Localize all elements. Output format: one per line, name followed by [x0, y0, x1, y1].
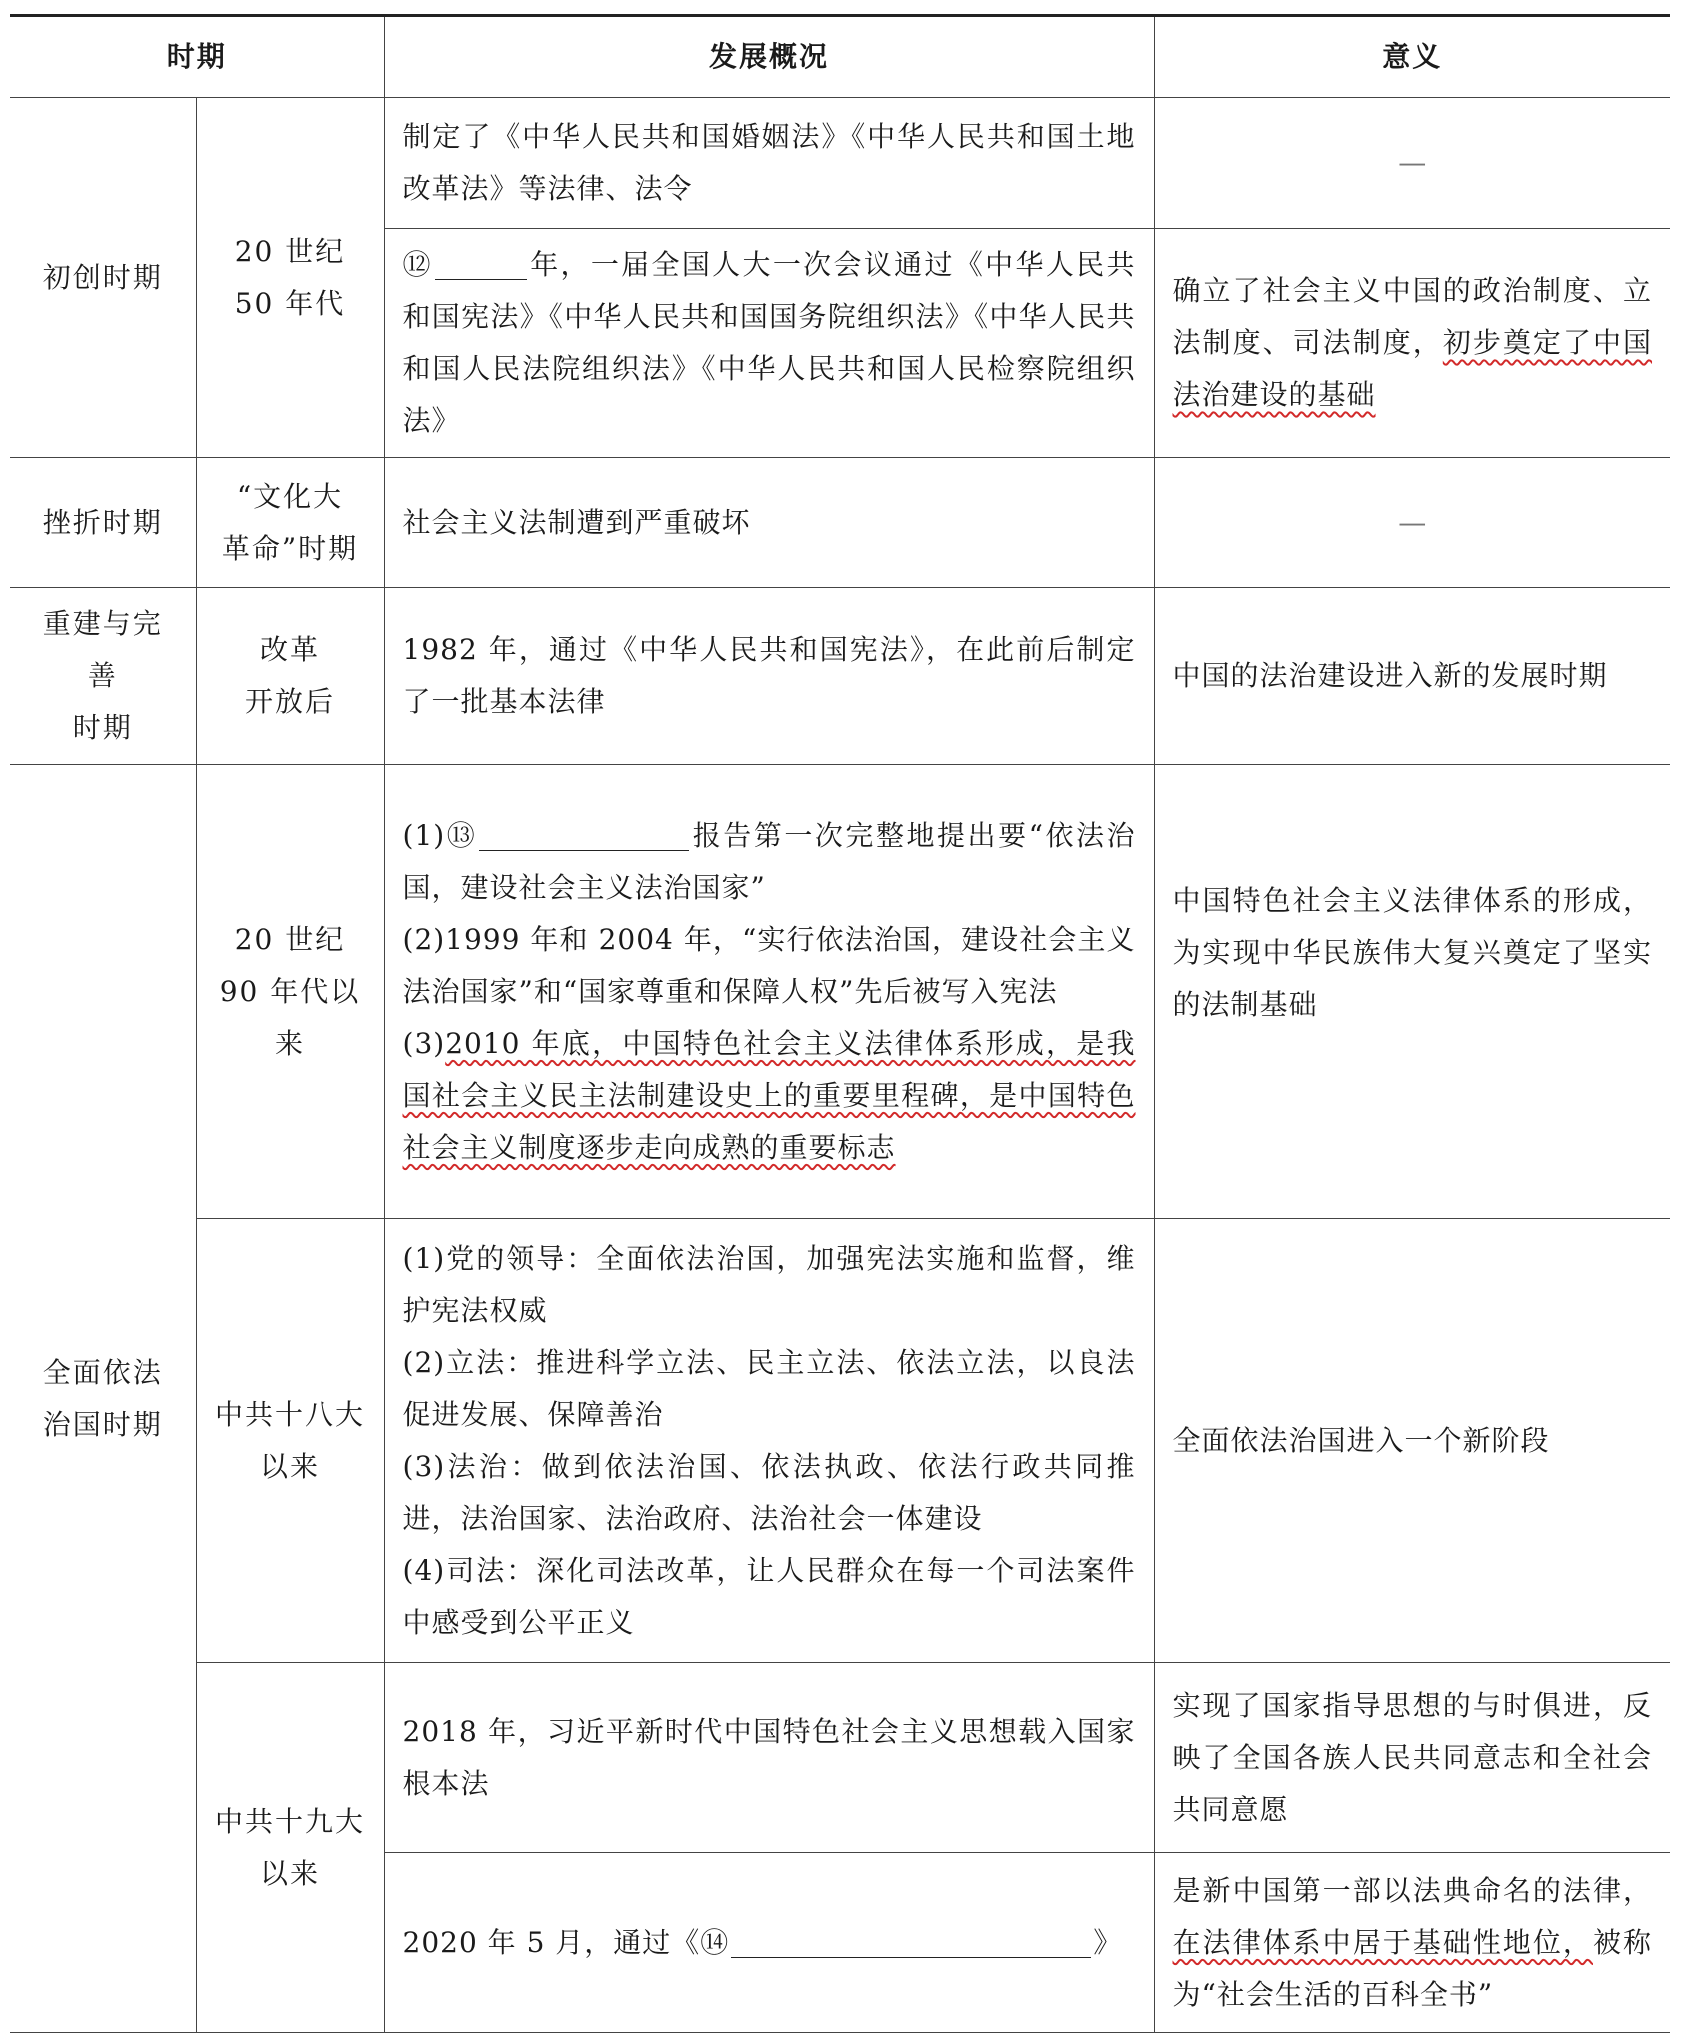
era-cultural-revolution: “文化大 革命”时期 [196, 458, 384, 588]
list-item: (2)立法：推进科学立法、民主立法、依法立法，以良法促进发展、保障善治 [402, 1345, 1136, 1431]
significance-text: 是新中国第一部以法典命名的法律，在法律体系中居于基础性地位，被称为“社会生活的百科全书” [1154, 1853, 1670, 2033]
development-text: 社会主义法制遭到严重破坏 [384, 458, 1154, 588]
table-row [10, 98, 1670, 229]
stage-initial: 初创时期 [10, 98, 196, 458]
significance-text: 确立了社会主义中国的政治制度、立法制度、司法制度，初步奠定了中国法治建设的基础 [1154, 229, 1670, 458]
development-text [384, 1219, 1154, 1663]
fill-blank-12[interactable] [435, 245, 527, 280]
header-significance: 意义 [1154, 16, 1670, 98]
list-item: (1)⑬ 报告第一次完整地提出要“依法治国，建设社会主义法治国家” [403, 810, 1136, 914]
key-point-wavy: 2010 年底，中国特色社会主义法律体系形成，是我国社会主义民主法制建设史上的重要里程碑，是中国特色社会主义制度逐步走向成熟的重要标志 [402, 1026, 1136, 1164]
fill-blank-14[interactable] [731, 1923, 1091, 1958]
significance-dash: — [1154, 98, 1670, 229]
key-point-wavy: 初步奠定了中国法治建设的基础 [1172, 326, 1653, 411]
era-1990s: 20 世纪 90 年代以来 [196, 765, 384, 1219]
table-row [10, 1219, 1670, 1663]
knowledge-table-sheet [10, 14, 1670, 2033]
era-18th-congress: 中共十八大 以来 [196, 1219, 384, 1663]
era-1950s: 20 世纪 50 年代 [196, 98, 384, 458]
table-row [10, 458, 1670, 588]
significance-dash: — [1154, 458, 1670, 588]
development-text: ⑫ 年，一届全国人大一次会议通过《中华人民共和国宪法》《中华人民共和国国务院组织法》《中华人民共和国人民法院组织法》《中华人民共和国人民检察院组织法》 [384, 229, 1154, 458]
rule-of-law-history-table [10, 14, 1670, 2033]
significance-text: 全面依法治国进入一个新阶段 [1154, 1219, 1670, 1663]
key-point-wavy: 在法律体系中居于基础性地位， [1172, 1925, 1593, 1959]
list-item: (2)1999 年和 2004 年，“实行依法治国，建设社会主义法治国家”和“国家尊重和保障人权”先后被写入宪法 [402, 922, 1136, 1008]
stage-rebuild: 重建与完善 时期 [10, 588, 196, 765]
stage-setback: 挫折时期 [10, 458, 196, 588]
fill-blank-13[interactable] [479, 816, 689, 851]
era-reform: 改革 开放后 [196, 588, 384, 765]
development-text: 制定了《中华人民共和国婚姻法》《中华人民共和国土地改革法》等法律、法令 [384, 98, 1154, 229]
list-item: (1)党的领导：全面依法治国，加强宪法实施和监督，维护宪法权威 [402, 1241, 1136, 1327]
development-text: 1982 年，通过《中华人民共和国宪法》，在此前后制定了一批基本法律 [384, 588, 1154, 765]
table-row [10, 588, 1670, 765]
table-row [10, 1663, 1670, 1853]
significance-text: 实现了国家指导思想的与时俱进，反映了全国各族人民共同意志和全社会共同意愿 [1154, 1663, 1670, 1853]
significance-text: 中国特色社会主义法律体系的形成，为实现中华民族伟大复兴奠定了坚实的法制基础 [1154, 765, 1670, 1219]
era-19th-congress: 中共十九大 以来 [196, 1663, 384, 2033]
significance-text: 中国的法治建设进入新的发展时期 [1154, 588, 1670, 765]
development-text [384, 765, 1154, 1219]
blank-marker-12: ⑫ [402, 248, 433, 281]
header-period: 时期 [10, 16, 384, 98]
list-item: (3)法治：做到依法治国、依法执政、依法行政共同推进，法治国家、法治政府、法治社会一体建设 [402, 1449, 1136, 1535]
development-text: 2020 年 5 月，通过《⑭ 》 [384, 1853, 1154, 2033]
list-item: (4)司法：深化司法改革，让人民群众在每一个司法案件中感受到公平正义 [402, 1553, 1136, 1639]
table-row [10, 765, 1670, 1219]
header-development: 发展概况 [384, 16, 1154, 98]
table-header-row [10, 16, 1670, 98]
list-item: (3)2010 年底，中国特色社会主义法律体系形成，是我国社会主义民主法制建设史上的重要里程碑，是中国特色社会主义制度逐步走向成熟的重要标志 [402, 1026, 1136, 1164]
development-text: 2018 年，习近平新时代中国特色社会主义思想载入国家根本法 [384, 1663, 1154, 1853]
stage-comprehensive: 全面依法 治国时期 [10, 765, 196, 2033]
